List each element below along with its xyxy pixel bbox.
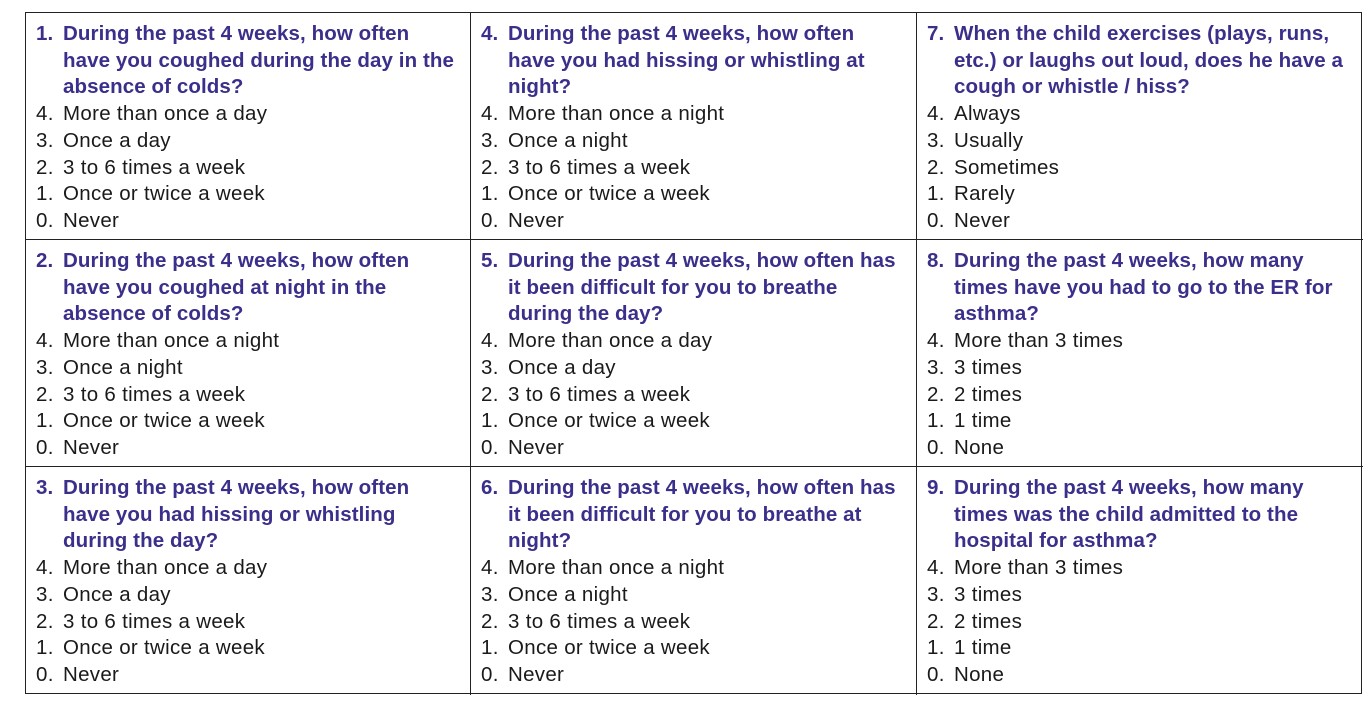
answer-option <box>36 382 460 409</box>
question-number: 6. <box>481 476 499 499</box>
answer-score: 4. <box>36 329 54 353</box>
answer-option <box>36 181 460 208</box>
answer-score: 1. <box>36 409 54 433</box>
answer-option <box>927 208 1353 235</box>
answer-option <box>481 635 906 662</box>
answer-label: 1 time <box>954 409 1012 433</box>
question-number: 8. <box>927 249 945 272</box>
answer-score: 4. <box>927 102 945 126</box>
answer-option <box>481 582 906 609</box>
answer-score: 0. <box>481 435 499 459</box>
answer-score: 0. <box>36 435 54 459</box>
question-heading <box>481 248 906 328</box>
answer-options <box>927 555 1353 689</box>
answer-label: Rarely <box>954 182 1016 206</box>
answer-option <box>927 662 1353 689</box>
answer-options <box>927 101 1353 235</box>
question-heading <box>927 248 1353 328</box>
answer-label: Never <box>63 435 120 459</box>
answer-score: 4. <box>36 556 54 580</box>
answer-label: Once or twice a week <box>63 409 265 433</box>
answer-label: More than once a day <box>63 556 268 580</box>
answer-option <box>927 555 1353 582</box>
question-cell-5 <box>471 240 917 467</box>
answer-score: 2. <box>481 609 499 633</box>
answer-score: 4. <box>36 102 54 126</box>
answer-score: 2. <box>36 609 54 633</box>
answer-score: 2. <box>927 155 945 179</box>
answer-option <box>36 101 460 128</box>
answer-score: 1. <box>481 409 499 433</box>
answer-label: 2 times <box>954 382 1023 406</box>
answer-score: 0. <box>36 208 54 232</box>
answer-label: Once a day <box>63 128 171 152</box>
question-text: During the past 4 weeks, how often have you had hissing or whistling during the day? <box>63 476 410 553</box>
answer-score: 0. <box>481 208 499 232</box>
answer-score: 1. <box>927 409 945 433</box>
answer-score: 0. <box>481 662 499 686</box>
answer-label: More than once a night <box>508 556 725 580</box>
answer-options <box>927 328 1353 462</box>
answer-options <box>36 101 460 235</box>
answer-label: Never <box>508 208 565 232</box>
question-heading <box>927 475 1353 555</box>
answer-score: 0. <box>927 662 945 686</box>
answer-label: 3 to 6 times a week <box>63 155 246 179</box>
answer-option <box>927 355 1353 382</box>
question-heading <box>36 248 460 328</box>
question-text: During the past 4 weeks, how many times have you had to go to the ER for asthma? <box>954 249 1333 326</box>
answer-score: 1. <box>481 182 499 206</box>
answer-score: 3. <box>927 128 945 152</box>
answer-option <box>36 582 460 609</box>
answer-score: 1. <box>927 636 945 660</box>
answer-label: Once a night <box>508 582 628 606</box>
question-heading <box>481 475 906 555</box>
answer-option <box>927 382 1353 409</box>
answer-option <box>481 208 906 235</box>
answer-score: 4. <box>481 102 499 126</box>
answer-option <box>36 355 460 382</box>
answer-option <box>481 155 906 182</box>
question-number: 9. <box>927 476 945 499</box>
answer-score: 0. <box>36 662 54 686</box>
question-text: During the past 4 weeks, how often have you coughed at night in the absence of colds? <box>63 249 410 326</box>
answer-option <box>36 208 460 235</box>
answer-label: More than once a day <box>508 329 713 353</box>
answer-option <box>927 101 1353 128</box>
answer-label: 3 to 6 times a week <box>63 609 246 633</box>
answer-label: Once a day <box>63 582 171 606</box>
question-cell-1 <box>26 13 471 240</box>
answer-option <box>36 609 460 636</box>
answer-label: More than 3 times <box>954 329 1124 353</box>
question-text: During the past 4 weeks, how often have you coughed during the day in the absence of colds? <box>63 22 455 99</box>
answer-option <box>481 408 906 435</box>
answer-score: 2. <box>36 382 54 406</box>
answer-option <box>481 101 906 128</box>
question-heading <box>481 21 906 101</box>
answer-score: 1. <box>36 182 54 206</box>
answer-label: 3 to 6 times a week <box>508 155 691 179</box>
answer-score: 0. <box>927 435 945 459</box>
answer-label: Once or twice a week <box>508 636 710 660</box>
answer-score: 1. <box>481 636 499 660</box>
answer-label: Once a night <box>508 128 628 152</box>
answer-options <box>481 101 906 235</box>
answer-label: More than once a night <box>63 329 280 353</box>
question-text: During the past 4 weeks, how often has it been difficult for you to breathe at night? <box>508 476 896 553</box>
answer-option <box>36 662 460 689</box>
answer-option <box>481 435 906 462</box>
answer-option <box>927 128 1353 155</box>
answer-score: 3. <box>36 128 54 152</box>
answer-label: Usually <box>954 128 1024 152</box>
question-number: 5. <box>481 249 499 272</box>
question-number: 3. <box>36 476 54 499</box>
answer-label: 3 times <box>954 355 1023 379</box>
answer-score: 2. <box>481 155 499 179</box>
answer-option <box>36 635 460 662</box>
answer-score: 4. <box>481 329 499 353</box>
question-number: 7. <box>927 22 945 45</box>
question-number: 1. <box>36 22 54 45</box>
question-cell-9 <box>917 467 1363 695</box>
answer-label: 3 to 6 times a week <box>63 382 246 406</box>
answer-score: 2. <box>36 155 54 179</box>
answer-score: 1. <box>36 636 54 660</box>
question-text: During the past 4 weeks, how many times was the child admitted to the hospital for asthma? <box>954 476 1304 553</box>
answer-label: 2 times <box>954 609 1023 633</box>
answer-label: Never <box>63 208 120 232</box>
answer-label: More than 3 times <box>954 556 1124 580</box>
answer-score: 3. <box>481 582 499 606</box>
answer-score: 4. <box>927 556 945 580</box>
answer-score: 3. <box>36 355 54 379</box>
answer-label: Once or twice a week <box>508 409 710 433</box>
answer-options <box>481 555 906 689</box>
question-cell-6 <box>471 467 917 695</box>
answer-score: 4. <box>481 556 499 580</box>
answer-option <box>481 355 906 382</box>
questionnaire-table <box>25 12 1362 694</box>
answer-label: 3 to 6 times a week <box>508 609 691 633</box>
answer-label: Once or twice a week <box>63 636 265 660</box>
answer-options <box>481 328 906 462</box>
answer-label: None <box>954 662 1005 686</box>
answer-score: 3. <box>36 582 54 606</box>
answer-option <box>927 155 1353 182</box>
question-cell-7 <box>917 13 1363 240</box>
answer-label: Sometimes <box>954 155 1060 179</box>
answer-option <box>481 555 906 582</box>
answer-options <box>36 555 460 689</box>
question-text: During the past 4 weeks, how often have you had hissing or whistling at night? <box>508 22 865 99</box>
answer-score: 0. <box>927 208 945 232</box>
answer-label: Never <box>508 662 565 686</box>
answer-score: 3. <box>927 582 945 606</box>
question-number: 4. <box>481 22 499 45</box>
answer-label: Once or twice a week <box>63 182 265 206</box>
answer-label: Never <box>63 662 120 686</box>
answer-option <box>927 635 1353 662</box>
answer-option <box>36 128 460 155</box>
answer-label: Always <box>954 102 1021 126</box>
question-cell-2 <box>26 240 471 467</box>
answer-label: 1 time <box>954 636 1012 660</box>
answer-label: More than once a day <box>63 102 268 126</box>
answer-option <box>481 662 906 689</box>
question-heading <box>36 21 460 101</box>
answer-options <box>36 328 460 462</box>
answer-option <box>927 181 1353 208</box>
question-cell-3 <box>26 467 471 695</box>
answer-label: More than once a night <box>508 102 725 126</box>
answer-label: 3 times <box>954 582 1023 606</box>
answer-option <box>481 128 906 155</box>
answer-score: 3. <box>481 355 499 379</box>
answer-option <box>481 181 906 208</box>
answer-score: 1. <box>927 182 945 206</box>
answer-option <box>927 582 1353 609</box>
answer-option <box>36 555 460 582</box>
answer-option <box>36 328 460 355</box>
answer-score: 2. <box>927 609 945 633</box>
answer-score: 3. <box>927 355 945 379</box>
question-heading <box>36 475 460 555</box>
answer-option <box>36 435 460 462</box>
answer-label: Never <box>508 435 565 459</box>
question-heading <box>927 21 1353 101</box>
question-cell-8 <box>917 240 1363 467</box>
answer-option <box>927 328 1353 355</box>
answer-option <box>36 408 460 435</box>
answer-label: Once a night <box>63 355 183 379</box>
answer-label: None <box>954 435 1005 459</box>
answer-option <box>927 609 1353 636</box>
answer-option <box>481 609 906 636</box>
answer-option <box>481 328 906 355</box>
question-cell-4 <box>471 13 917 240</box>
answer-label: 3 to 6 times a week <box>508 382 691 406</box>
answer-label: Once a day <box>508 355 616 379</box>
answer-score: 2. <box>481 382 499 406</box>
question-text: During the past 4 weeks, how often has it been difficult for you to breathe during the day? <box>508 249 896 326</box>
answer-option <box>927 435 1353 462</box>
answer-option <box>481 382 906 409</box>
answer-label: Once or twice a week <box>508 182 710 206</box>
answer-label: Never <box>954 208 1011 232</box>
question-number: 2. <box>36 249 54 272</box>
answer-score: 3. <box>481 128 499 152</box>
question-text: When the child exercises (plays, runs, etc.) or laughs out loud, does he have a cough or whistle / hiss? <box>954 22 1344 99</box>
answer-option <box>36 155 460 182</box>
answer-score: 2. <box>927 382 945 406</box>
answer-score: 4. <box>927 329 945 353</box>
answer-option <box>927 408 1353 435</box>
